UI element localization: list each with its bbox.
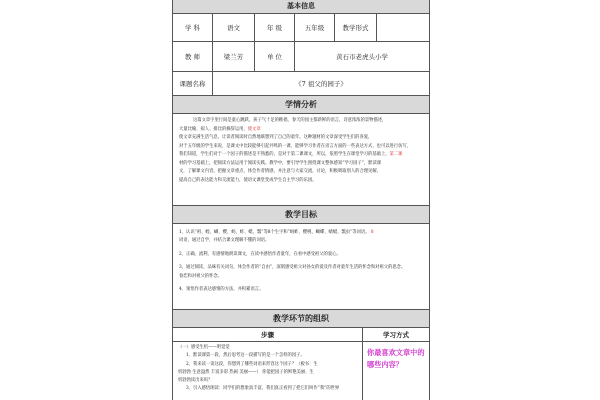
- analysis-line-1: 这篇文章字里行间是童心跳跃，孩子气十足的稚拙，春天的园主都新鲜的语言，诗意浓浓的景物描述，: [193, 118, 387, 123]
- goal-item-1-cont: 词语，通过自学，并结合课文理解不懂的词语。: [179, 238, 270, 244]
- teacher-label: 教 师: [173, 42, 213, 71]
- method-column: [363, 342, 429, 400]
- grade-value: 五年级: [295, 14, 335, 41]
- topic-value: 《7 祖父的园子》: [295, 80, 347, 88]
- analysis-line-3: 使文章充满生活气息，让读者阅读时自然地联想到了自己的童年。这种题材的文章深受学生们的喜爱，: [179, 135, 373, 140]
- process-body: [173, 342, 429, 400]
- grade-label: 年 级: [255, 14, 295, 41]
- analysis-line-5: 我们知道，学生们对于一个园子的描述是不熟悉的，是对于第二课课文，所以，依照学生在课堂学习的基础上，第二课: [179, 152, 403, 157]
- analysis-line-4: 对于五年级的学生来说，是课文中比较能够引起共鸣的一课，能够学习作者在语言方面的一些表达方式，也可以进行仿写，: [179, 143, 412, 149]
- method-note: 你最喜欢文章中的哪些内容？: [367, 348, 425, 369]
- basic-info-header: 基本信息: [173, 0, 429, 14]
- analysis-line-2: 大量比喻、拟人、排比的修辞运用，使文章: [179, 126, 261, 132]
- goal-item-3: 3、通过阅读，品味有关词句，体会作者的“自由”，深刻感受祖父对孙女的爱及作者对童年生活的怀念和对祖父的思念。: [179, 265, 406, 271]
- goals-header: 教学目标: [173, 206, 429, 224]
- steps-column: [173, 342, 363, 400]
- analysis-line-8: 提高自己的表达能力和交流能力，使语文课堂变成学生自主学习的乐园。: [179, 177, 317, 183]
- goal-item-3-cont: 眷恋和对祖父的怀念。: [179, 273, 222, 279]
- goal-item-4: 4、领悟作者表达感情的方法，并积累语言。: [179, 287, 264, 293]
- analysis-highlight-1: 使文章: [247, 126, 261, 132]
- unit-label: 单 位: [255, 42, 295, 71]
- analysis-highlight-2: 第二课: [389, 152, 403, 157]
- lesson-plan-document: [172, 0, 430, 400]
- method-column-header: 学习方式: [383, 331, 409, 339]
- goals-list: [173, 224, 429, 310]
- process-subheader: [173, 328, 429, 342]
- analysis-line-6: 材的学习基础上，把阅读方法运用于阅读实践。教学中，要引导学生围绕课文整体感知“学习园子”，默读课: [179, 160, 382, 166]
- basic-info-row-3: [173, 72, 429, 96]
- analysis-header: 学情分析: [173, 96, 429, 114]
- steps-column-header: 步骤: [173, 328, 363, 341]
- unit-value: 黄石市老虎头小学: [336, 53, 388, 61]
- step-line-4: 机勃勃 生意盎然 丰富多彩 热闹 美丽——） 你能把园子的鲜艳美丽、生: [178, 369, 314, 375]
- teaching-form-label: 教学形式: [335, 14, 377, 41]
- process-header: 教学环节的组织: [173, 310, 429, 328]
- step-line-5: 机勃勃读出来吗？: [178, 378, 213, 384]
- goal-highlight: 8: [370, 230, 374, 235]
- analysis-line-7: 文，了解课文内容，把握文章重点，体会作者情感，并注意与大家交流，讨论，积极吸取别人的合理见解，: [179, 169, 381, 174]
- step-line-6: 3、引入感悟朗读：同学们的想象真丰富，我们真正看到了把它们叫作“我”的世界: [186, 386, 340, 392]
- step-line-1: （一）感受生机——明觉觉: [178, 345, 230, 350]
- basic-info-row-2: [173, 42, 429, 72]
- step-line-2: 1、默读课第一段，然后思考这一段描写的是一个怎样的园子。: [186, 353, 305, 359]
- analysis-text: [173, 114, 429, 206]
- topic-label: 课题名称: [173, 72, 213, 95]
- basic-info-row-1: [173, 14, 429, 42]
- subject-value: 语文: [213, 14, 255, 41]
- goal-item-1: 1、认识“祖、蝗、蝴、樱、蚂、蚱、蜡、瓢”等8个生字和“蚂蚱、樱桃、蝴蝶、蜻蜓、瓢虫”等词语。 8: [179, 230, 374, 235]
- goal-item-2: 2、正确、流利，有感情地朗读课文，在读中感悟作者童年，在看中感受祖父的爱心。: [179, 251, 341, 257]
- step-line-3: 2、我来读一读这段，你想到了哪些词语来形容这个园子？（板书：生: [186, 361, 318, 367]
- teaching-form-value: [377, 14, 429, 41]
- subject-label: 学 科: [173, 14, 213, 41]
- teacher-value: 梁兰芳: [213, 42, 255, 71]
